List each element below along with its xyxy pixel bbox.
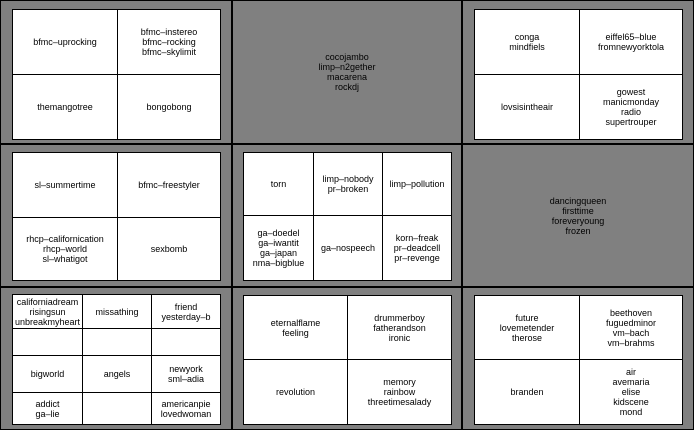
grid-cell [243,152,314,216]
cell-label: korn–freak pr–deadcell pr–revenge [393,233,441,263]
cell-label: angels [103,369,131,379]
cell-label: branden [510,387,544,397]
cell-label: future lovemetender therose [499,312,555,343]
block-r1c2 [232,0,462,144]
cell-label: beethoven fuguedminor vm–bach vm–brahms [605,307,657,348]
cell-label: newyork sml–adia [167,364,205,384]
grid-cell [579,359,683,425]
grid-cell [313,215,383,281]
grid-cell [12,294,83,329]
cell-label: bigworld [30,369,65,379]
cell-label: addict ga–lie [35,398,60,419]
cell-label: californiadream risingsun unbreakmyheart [14,296,81,327]
grid-cell [82,355,152,393]
grid-cell [12,9,118,75]
cluster-label-text: dancingqueen firsttime foreveryoung frozen [549,195,607,236]
grid-cell [579,9,683,75]
cell-label: limp–pollution [389,179,445,189]
grid-cell [12,392,83,425]
grid-cell [12,328,83,356]
cell-label: gowest manicmonday radio supertrouper [602,87,660,127]
block-r2c2 [232,144,462,287]
grid-cell [117,152,221,218]
cell-label: sl–summertime [34,180,96,190]
block-r3c1 [0,287,232,430]
grid-cell [313,152,383,216]
grid-cell [579,295,683,360]
cell-label: air avemaria elise kidscene mond [612,367,650,417]
cell-label: sexbomb [150,244,188,254]
grid-cell [151,392,221,425]
grid-cell [12,355,83,393]
cell-label: americanpie lovedwoman [160,398,212,419]
cell-label: missathing [95,306,139,317]
grid-cell [12,152,118,218]
cell-label: rhcp–californication rhcp–world sl–whatigot [26,234,104,264]
cell-label: ga–nospeech [320,243,376,253]
grid-cell [382,152,452,216]
grid-cell [117,74,221,140]
block-r3c3 [462,287,694,430]
cell-label: bfmc–freestyler [138,180,200,190]
grid-cell [117,217,221,281]
grid-cell [82,392,152,425]
block-r1c1 [0,0,232,144]
cell-label: friend yesterday–b [161,301,211,322]
cell-label: drummerboy fatherandson ironic [373,312,426,343]
cell-label: eternalflame feeling [270,317,321,338]
grid-cell [82,328,152,356]
block-r3c2 [232,287,462,430]
grid-cell [12,217,118,281]
cell-label: eiffel65–blue fromnewyorktola [597,32,665,52]
grid-cell [82,294,152,329]
cell-label: memory rainbow threetimesalady [367,377,432,407]
grid-cell [474,74,580,140]
cell-label: torn [270,179,287,189]
cluster-label [463,145,693,286]
cell-label: bfmc–instereo bfmc–rocking bfmc–skylimit [140,27,198,57]
cell-label: revolution [275,387,316,397]
grid-cell [474,9,580,75]
cluster-label [233,1,461,143]
cell-label: ga–doedel ga–iwantit ga–japan nma–bigblue [252,228,305,268]
grid-cell [12,74,118,140]
grid-cell [151,328,221,356]
grid-cell [382,215,452,281]
grid-cell [243,359,348,425]
cluster-label-text: cocojambo limp–n2gether macarena rockdj [318,52,376,92]
grid-cell [474,295,580,360]
grid-cell [151,294,221,329]
grid-cell [151,355,221,393]
cell-label: bfmc–uprocking [33,37,97,47]
grid-cell [579,74,683,140]
cell-label: lovsisintheair [500,102,554,112]
cell-label: themangotree [37,102,93,112]
block-r1c3 [462,0,694,144]
grid-cell [347,359,452,425]
grid-cell [347,295,452,360]
block-r2c3 [462,144,694,287]
block-r2c1 [0,144,232,287]
grid-cell [474,359,580,425]
grid-cell [243,295,348,360]
grid-cell [243,215,314,281]
cell-label: conga mindfiels [509,32,545,52]
cell-label: limp–nobody pr–broken [322,174,374,194]
cell-label: bongobong [146,102,192,112]
grid-cell [117,9,221,75]
